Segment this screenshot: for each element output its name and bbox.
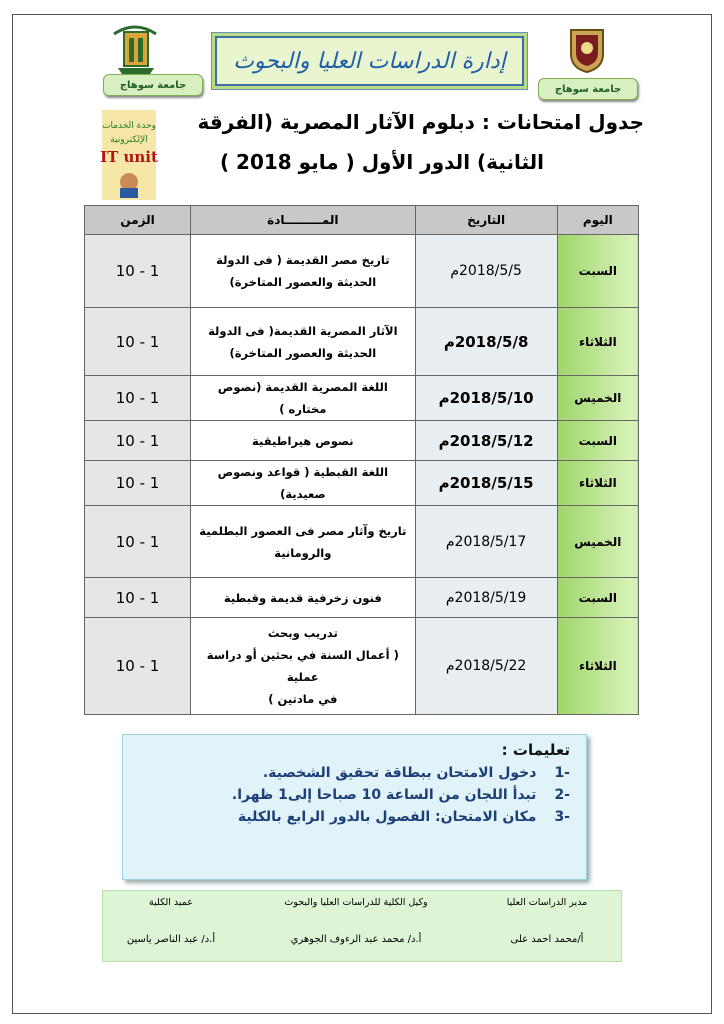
instruction-item [139, 809, 570, 825]
day-cell: الثلاثاء [557, 461, 638, 506]
time-cell: 10 - 1 [85, 506, 191, 578]
signature-block [111, 897, 231, 945]
instruction-text: مكان الامتحان: الفصول بالدور الرابع بالكلية [237, 809, 537, 825]
subject-cell: تاريخ وآثار مصر فى العصور البطلمية والرومانية [191, 506, 415, 578]
subject-cell [191, 618, 415, 715]
exam-schedule-table [84, 205, 639, 715]
signature-name: أ/محمد احمد على [510, 934, 584, 945]
subject-cell: الآثار المصرية القديمة( فى الدولة الحديثة والعصور المتاخرة) [191, 308, 415, 376]
date-cell: 2018/5/17م [415, 506, 557, 578]
subject-line: تدريب وبحث [267, 626, 338, 640]
instruction-number: 3- [554, 809, 570, 825]
day-cell: الثلاثاء [557, 308, 638, 376]
date-cell: 2018/5/19م [415, 578, 557, 618]
table-row [85, 506, 639, 578]
instructions-heading: تعليمات : [501, 741, 570, 759]
day-cell: الثلاثاء [557, 618, 638, 715]
header-day: اليوم [557, 206, 638, 235]
subject-cell: فنون زخرفية قديمة وقبطية [191, 578, 415, 618]
date-cell: 2018/5/12م [415, 421, 557, 461]
day-cell: الخميس [557, 376, 638, 421]
subject-cell: نصوص هيراطيقية [191, 421, 415, 461]
date-cell: 2018/5/5م [415, 235, 557, 308]
time-cell: 10 - 1 [85, 421, 191, 461]
signature-block [261, 897, 451, 945]
it-unit-text: IT unit [100, 148, 158, 166]
header-subject: المـــــــــادة [191, 206, 415, 235]
signature-title: وكيل الكلية للدراسات العليا والبحوث [284, 897, 428, 908]
signature-name: أ.د/ عبد الناصر ياسين [126, 934, 216, 945]
university-badge-right: جامعة سوهاج [538, 78, 638, 100]
time-cell: 10 - 1 [85, 578, 191, 618]
signatures-box [102, 890, 622, 962]
subject-line: في مادتين ) [268, 692, 338, 706]
subject-line: ( أعمال السنة في بحثين أو دراسة عملية [206, 648, 399, 684]
instructions-box [122, 734, 587, 880]
date-cell: 2018/5/10م [415, 376, 557, 421]
header-date: التاريخ [415, 206, 557, 235]
day-cell: السبت [557, 421, 638, 461]
svg-text:الإلكترونية: الإلكترونية [110, 135, 148, 145]
faculty-logo-icon [110, 24, 160, 76]
university-badge-left: جامعة سوهاج [103, 74, 203, 96]
signature-name: أ.د/ محمد عبد الرءوف الجوهري [290, 934, 422, 945]
table-row [85, 578, 639, 618]
header-time: الزمن [85, 206, 191, 235]
day-cell: الخميس [557, 506, 638, 578]
svg-text:وحدة الخدمات: وحدة الخدمات [101, 121, 157, 131]
table-row [85, 461, 639, 506]
date-cell: 2018/5/15م [415, 461, 557, 506]
time-cell: 10 - 1 [85, 376, 191, 421]
page-title-line2: الثانية) الدور الأول ( مايو 2018 ) [219, 150, 544, 174]
table-row [85, 308, 639, 376]
subject-cell: تاريخ مصر القديمة ( فى الدولة الحديثة والعصور المتاخرة) [191, 235, 415, 308]
instruction-text: دخول الامتحان ببطاقة تحقيق الشخصية. [262, 765, 537, 781]
table-row [85, 421, 639, 461]
university-seal-icon [567, 26, 607, 74]
page-title-line1: جدول امتحانات : دبلوم الآثار المصرية (الفرقة [197, 110, 644, 134]
table-row [85, 376, 639, 421]
day-cell: السبت [557, 578, 638, 618]
instruction-item [139, 787, 570, 803]
table-row [85, 235, 639, 308]
it-unit-logo-icon [100, 108, 158, 202]
subject-cell: اللغة المصرية القديمة (نصوص مختاره ) [191, 376, 415, 421]
signature-title: عميد الكلية [149, 897, 193, 908]
instruction-text: تبدأ اللجان من الساعة 10 صباحا إلى1 ظهرا. [231, 787, 537, 803]
time-cell: 10 - 1 [85, 308, 191, 376]
instruction-item [139, 765, 570, 781]
instruction-number: 2- [554, 787, 570, 803]
time-cell: 10 - 1 [85, 235, 191, 308]
instruction-number: 1- [554, 765, 570, 781]
department-banner: إدارة الدراسات العليا والبحوث [215, 36, 524, 86]
table-header-row [85, 206, 639, 235]
time-cell: 10 - 1 [85, 618, 191, 715]
subject-cell: اللغة القبطية ( قواعد ونصوص صعيدية) [191, 461, 415, 506]
date-cell: 2018/5/22م [415, 618, 557, 715]
table-row [85, 618, 639, 715]
time-cell: 10 - 1 [85, 461, 191, 506]
signature-title: مدير الدراسات العليا [506, 897, 588, 908]
signature-block [487, 897, 607, 945]
day-cell: السبت [557, 235, 638, 308]
date-cell: 2018/5/8م [415, 308, 557, 376]
